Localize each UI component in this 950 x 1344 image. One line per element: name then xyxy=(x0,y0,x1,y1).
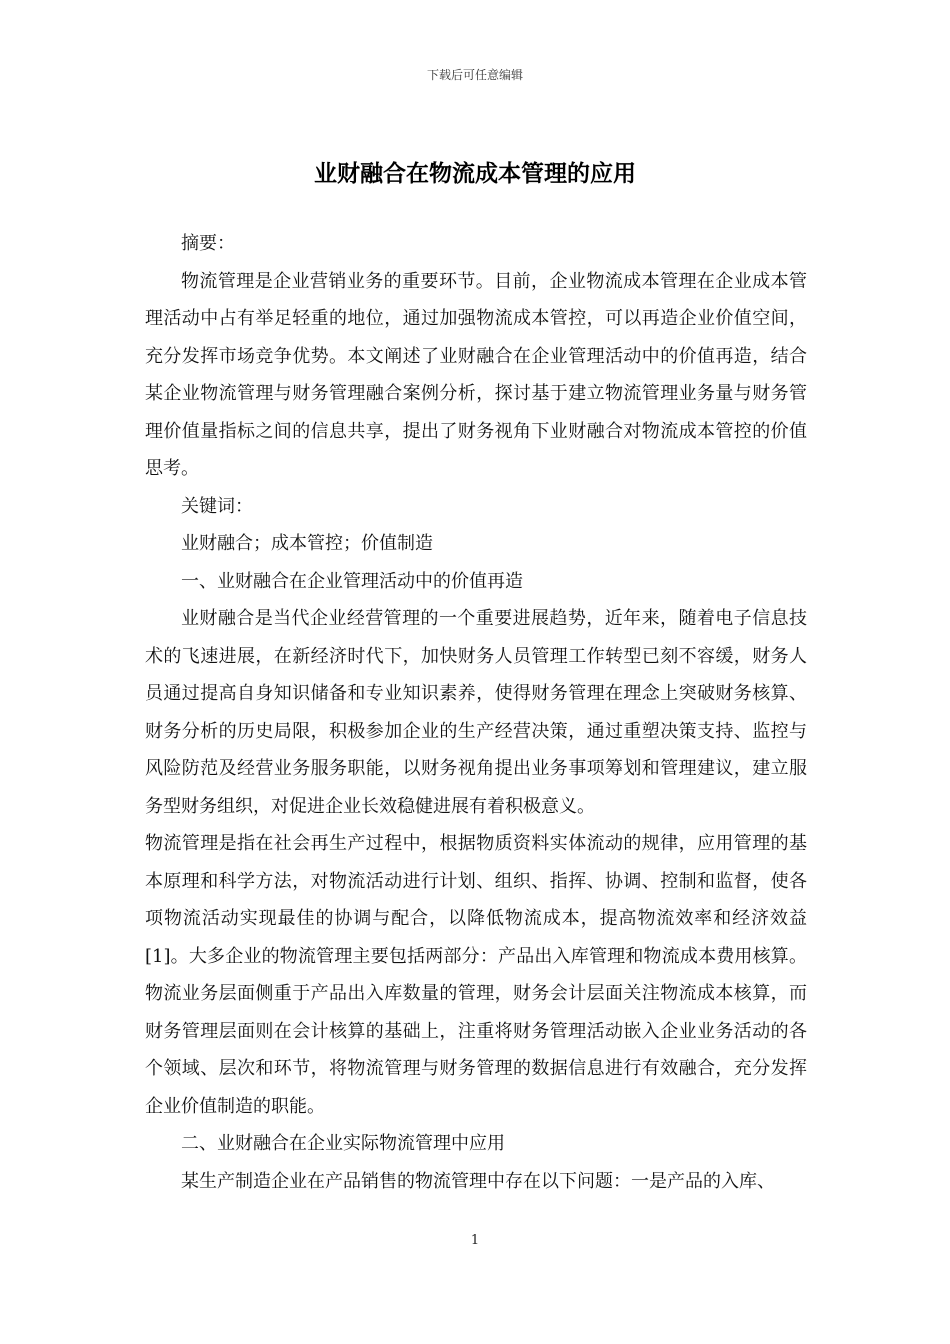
document-body xyxy=(145,225,807,1200)
abstract-label: 摘要： xyxy=(181,233,235,254)
abstract-paragraph: 物流管理是企业营销业务的重要环节。目前，企业物流成本管理在企业成本管理活动中占有举足轻重的地位，通过加强物流成本管控，可以再造企业价值空间，充分发挥市场竞争优势。本文阐述了业财融合在企业管理活动中的价值再造，结合某企业物流管理与财务管理融合案例分析，探讨基于建立物流管理业务量与财务管理价值量指标之间的信息共享，提出了财务视角下业财融合对物流成本管控的价值思考。 xyxy=(145,270,807,479)
section-2-heading: 二、业财融合在企业实际物流管理中应用 xyxy=(181,1133,505,1154)
page-number: 1 xyxy=(470,1233,480,1248)
section-1-heading: 一、业财融合在企业管理活动中的价值再造 xyxy=(181,570,523,592)
keywords-label: 关键词： xyxy=(181,495,253,517)
section-1-paragraph-2: 物流管理是指在社会再生产过程中，根据物质资料实体流动的规律，应用管理的基本原理和科学方法，对物流活动进行计划、组织、指挥、协调、控制和监督，使各项物流活动实现最佳的协调与配合，以降低物流成本，提高物流效率和经济效益[1]。大多企业的物流管理主要包括两部分：产品出入库管理和物流成本费用核算。物流业务层面侧重于产品出入库数量的管理，财务会计层面关注物流成本核算，而财务管理层面则在会计核算的基础上，注重将财务管理活动嵌入企业业务活动的各个领域、层次和环节，将物流管理与财务管理的数据信息进行有效融合，充分发挥企业价值制造的职能。 xyxy=(145,833,807,1117)
section-1-paragraph-1: 业财融合是当代企业经营管理的一个重要进展趋势，近年来，随着电子信息技术的飞速进展，在新经济时代下，加快财务人员管理工作转型已刻不容缓，财务人员通过提高自身知识储备和专业知识素养，使得财务管理在理念上突破财务核算、财务分析的历史局限，积极参加企业的生产经营决策，通过重塑决策支持、监控与风险防范及经营业务服务职能，以财务视角提出业务事项筹划和管理建议，建立服务型财务组织，对促进企业长效稳健进展有着积极意义。 xyxy=(145,608,807,817)
section-2-paragraph-1: 某生产制造企业在产品销售的物流管理中存在以下问题：一是产品的入库、 xyxy=(181,1170,775,1192)
keywords-paragraph: 业财融合；成本管控；价值制造 xyxy=(181,533,433,554)
page-header: 下载后可任意编辑 xyxy=(426,68,523,82)
document-title: 业财融合在物流成本管理的应用 xyxy=(314,160,636,187)
